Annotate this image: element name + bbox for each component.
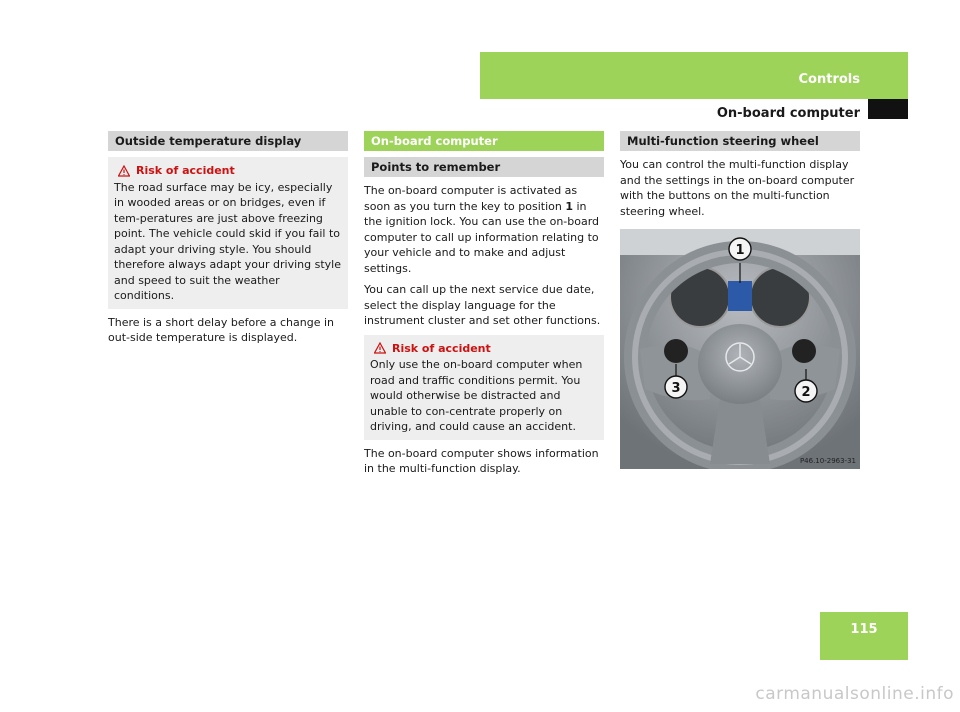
heading-multi-function-wheel: Multi-function steering wheel xyxy=(620,131,860,151)
body-text: There is a short delay before a change in out-side temperature is displayed. xyxy=(108,315,334,344)
column-on-board-computer xyxy=(364,131,604,477)
section-tab xyxy=(480,52,908,99)
column-outside-temperature xyxy=(108,131,348,346)
heading-on-board-computer: On-board computer xyxy=(364,131,604,151)
right-button-cluster xyxy=(792,339,816,363)
steering-wheel-photo xyxy=(620,229,860,469)
page-section-title: On-board computer xyxy=(716,106,860,121)
multi-function-display xyxy=(728,281,752,311)
body-text-1: The on-board computer is activated as soon as you turn the key to position 1 in the ignition lock. You can use the on-board computer to call up information relating to your vehicle and to make and adjust settings. xyxy=(364,184,600,275)
page-number: 115 xyxy=(850,622,878,637)
body-text-3: The on-board computer shows information in the multi-function display. xyxy=(364,446,599,475)
callout-2-label: 2 xyxy=(801,385,811,400)
section-tab-label: Controls xyxy=(798,72,860,87)
airbag-hub xyxy=(698,324,782,404)
heading-outside-temperature: Outside temperature display xyxy=(108,131,348,151)
warning-box xyxy=(108,157,348,309)
warning-triangle-icon xyxy=(374,342,386,354)
column-multi-function-wheel xyxy=(620,131,860,469)
warning-title: Risk of accident xyxy=(370,341,598,357)
callout-1-label: 1 xyxy=(735,243,745,258)
callout-3-label: 3 xyxy=(671,381,681,396)
body-text-2: You can call up the next service due date, select the display language for the instrument cluster and set other functions. xyxy=(364,283,601,327)
key-position: 1 xyxy=(565,199,573,213)
subheading-points-to-remember: Points to remember xyxy=(364,157,604,177)
watermark: carmanualsonline.info xyxy=(755,684,954,704)
header-marker xyxy=(868,99,908,119)
steering-wheel-illustration xyxy=(620,229,860,469)
warning-text: The road surface may be icy, especially in wooded areas or on bridges, even if tem-peratures are just above freezing point. The vehicle could skid if you fail to adapt your driving style. You should therefore always adapt your driving style and speed to suit the weather conditions. xyxy=(114,180,341,302)
warning-title: Risk of accident xyxy=(114,163,342,179)
warning-text: Only use the on-board computer when road and traffic conditions permit. You would otherwise be distracted and unable to con-centrate properly on driving, and could cause an accident. xyxy=(370,358,583,433)
warning-triangle-icon xyxy=(118,165,130,177)
body-text: You can control the multi-function display and the settings in the on-board computer with the buttons on the multi-function steering wheel. xyxy=(620,158,855,218)
page-number-box xyxy=(820,612,908,660)
photo-code: P46.10-2963-31 xyxy=(799,457,856,465)
warning-box xyxy=(364,335,604,440)
left-button-cluster xyxy=(664,339,688,363)
